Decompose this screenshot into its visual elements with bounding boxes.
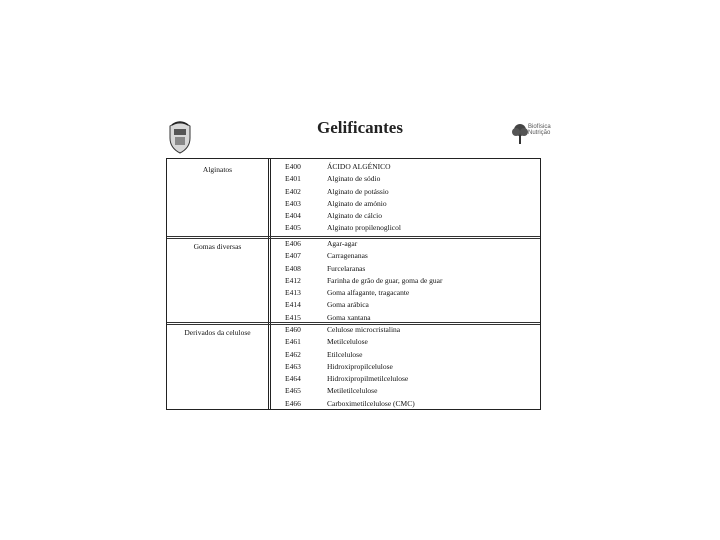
table-row: E466 Carboximetilcelulose (CMC) <box>285 398 415 408</box>
table-row: E405 Alginato propilenoglicol <box>285 223 401 233</box>
table-row: E460 Celulose microcristalina <box>285 325 401 334</box>
group-celulose <box>167 324 540 410</box>
group-alginatos <box>167 161 540 237</box>
table-row: E415 Goma xantana <box>285 312 371 322</box>
group-name: Derivados da celulose <box>184 328 251 337</box>
group-name: Gomas diversas <box>193 242 242 251</box>
group-name: Alginatos <box>202 165 233 174</box>
table-row: E404 Alginato de cálcio <box>285 211 382 221</box>
table-row: E413 Goma alfagante, tragacante <box>285 288 410 298</box>
table-row: E412 Farinha de grão de guar, goma de guar <box>285 275 443 285</box>
table-row: E402 Alginato de potássio <box>285 186 389 196</box>
table-row: E400 ÁCIDO ALGÉNICO <box>285 162 391 171</box>
table-row: E408 Furcelaranas <box>285 263 366 273</box>
table-row: E462 Etilcelulose <box>285 349 363 359</box>
table-row: E403 Alginato de amónio <box>285 198 387 208</box>
table-row: E401 Alginato de sódio <box>285 174 381 184</box>
logo-caption: Biofísica Nutrição <box>528 124 551 136</box>
table-row: E407 Carragenanas <box>285 251 368 261</box>
group-gomas <box>167 238 540 324</box>
additives-table <box>166 158 541 410</box>
table-row: E406 Agar-agar <box>285 239 358 248</box>
table-row: E414 Goma arábica <box>285 300 369 310</box>
table-row: E463 Hidroxipropilcelulose <box>285 361 393 371</box>
table-row: E465 Metiletilcelulose <box>285 386 378 396</box>
page-title: Gelificantes <box>317 118 403 137</box>
table-row: E461 Metilcelulose <box>285 337 368 347</box>
table-row: E464 Hidroxipropilmetilcelulose <box>285 374 409 384</box>
